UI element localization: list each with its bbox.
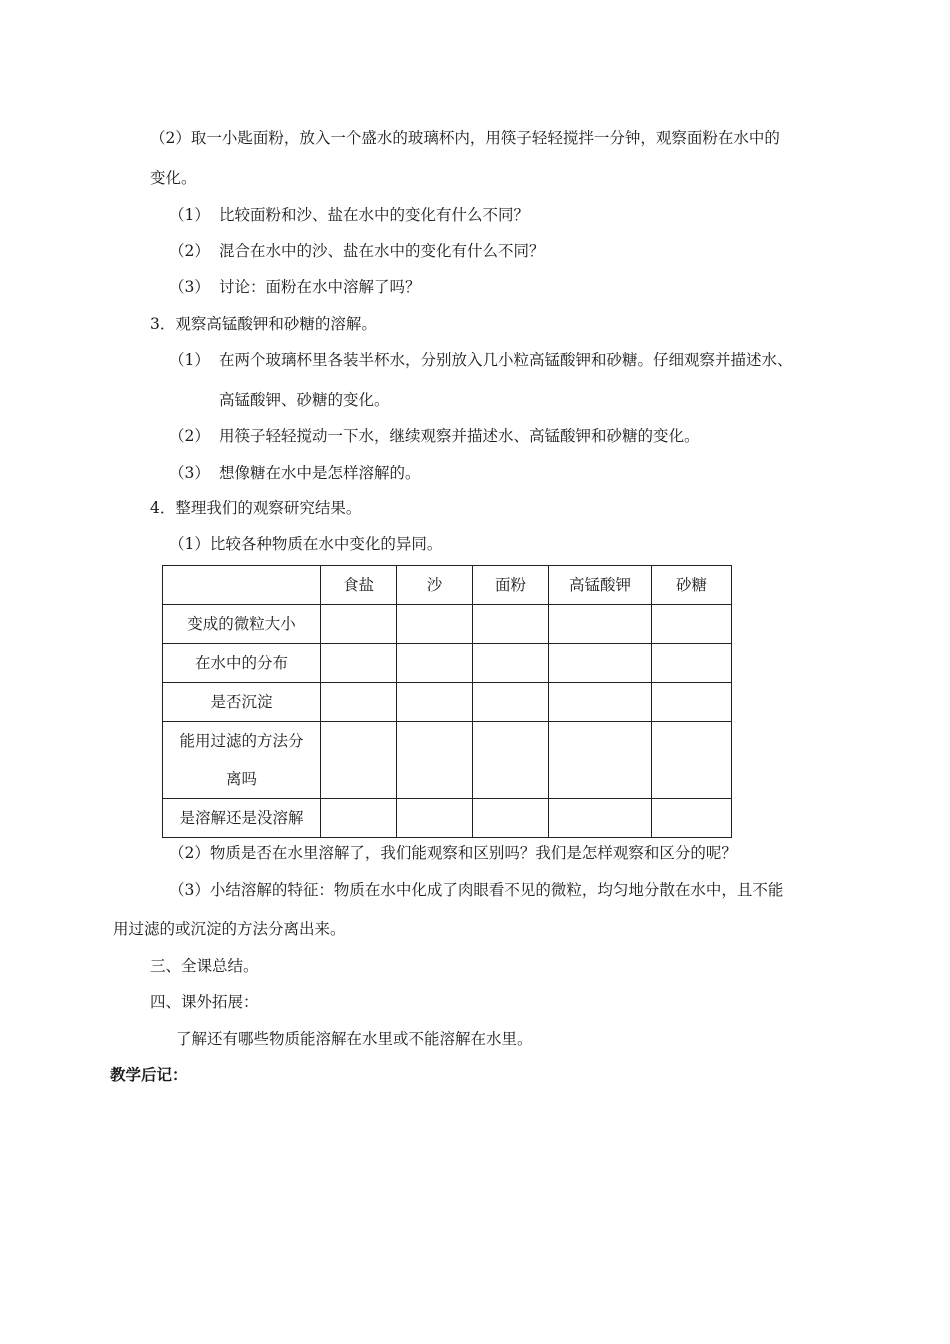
paragraph-line: 了解还有哪些物质能溶解在水里或不能溶解在水里。: [176, 1030, 533, 1048]
table-cell: [652, 605, 732, 644]
table-header-cell: 砂糖: [652, 566, 732, 605]
table-header-row: [163, 566, 732, 605]
section-heading: 三、全课总结。: [150, 957, 259, 975]
table-cell: [473, 644, 549, 683]
table-cell: [321, 722, 397, 799]
list-item: 讨论：面粉在水中溶解了吗？: [219, 278, 421, 296]
row-label: 是否沉淀: [163, 683, 321, 722]
table-header-cell: 高锰酸钾: [549, 566, 652, 605]
table-cell: [652, 683, 732, 722]
table-cell: [549, 722, 652, 799]
table-row: [163, 605, 732, 644]
row-label: 变成的微粒大小: [163, 605, 321, 644]
list-item-continued: 高锰酸钾、砂糖的变化。: [219, 391, 390, 409]
list-item: （2）物质是否在水里溶解了，我们能观察和区别吗？我们是怎样观察和区分的呢？: [169, 844, 737, 862]
list-item: 比较面粉和沙、盐在水中的变化有什么不同？: [219, 206, 530, 224]
table-cell: [652, 799, 732, 838]
list-number: （2）: [169, 427, 210, 445]
list-number: （1）: [169, 206, 210, 224]
table-row: [163, 644, 732, 683]
list-item: （1）比较各种物质在水中变化的异同。: [169, 535, 443, 553]
table-cell: [321, 605, 397, 644]
table-header-cell: 面粉: [473, 566, 549, 605]
table-cell: [397, 722, 473, 799]
section-heading: 3．观察高锰酸钾和砂糖的溶解。: [150, 315, 377, 333]
table-cell: [652, 644, 732, 683]
table-cell: [652, 722, 732, 799]
row-label: 是溶解还是没溶解: [163, 799, 321, 838]
table-header-cell: 沙: [397, 566, 473, 605]
table-cell: [473, 722, 549, 799]
table-row: [163, 683, 732, 722]
table-cell: [473, 799, 549, 838]
paragraph-line: （2）取一小匙面粉，放入一个盛水的玻璃杯内，用筷子轻轻搅拌一分钟，观察面粉在水中的: [150, 129, 780, 147]
row-label-line: 离吗: [225, 770, 257, 788]
table-cell: [549, 799, 652, 838]
list-number: （1）: [169, 351, 210, 369]
section-heading: 4．整理我们的观察研究结果。: [150, 499, 362, 517]
table-row: [163, 799, 732, 838]
list-number: （3）: [169, 278, 210, 296]
row-label-line: 能用过滤的方法分: [179, 732, 304, 750]
list-item: 用筷子轻轻搅动一下水，继续观察并描述水、高锰酸钾和砂糖的变化。: [219, 427, 700, 445]
table-cell: [397, 605, 473, 644]
table-cell: [397, 799, 473, 838]
table-header-cell: 食盐: [321, 566, 397, 605]
table-cell: [473, 683, 549, 722]
list-item-continued: 用过滤的或沉淀的方法分离出来。: [113, 920, 346, 938]
table-cell: [549, 605, 652, 644]
list-item: （3）小结溶解的特征：物质在水中化成了肉眼看不见的微粒，均匀地分散在水中，且不能: [169, 881, 784, 899]
list-number: （3）: [169, 464, 210, 482]
row-label: [163, 722, 321, 799]
table-cell: [397, 644, 473, 683]
table-cell: [321, 799, 397, 838]
table-cell: [549, 683, 652, 722]
row-label: 在水中的分布: [163, 644, 321, 683]
table-cell: [549, 644, 652, 683]
list-item: 想像糖在水中是怎样溶解的。: [219, 464, 421, 482]
list-number: （2）: [169, 242, 210, 260]
teaching-notes-heading: 教学后记：: [110, 1066, 188, 1084]
comparison-table: [162, 565, 732, 838]
table-header-cell: [163, 566, 321, 605]
paragraph-line: 变化。: [150, 169, 197, 187]
table-cell: [397, 683, 473, 722]
table-cell: [321, 644, 397, 683]
table-row: [163, 722, 732, 799]
list-item: 混合在水中的沙、盐在水中的变化有什么不同？: [219, 242, 545, 260]
table-cell: [321, 683, 397, 722]
list-item: 在两个玻璃杯里各装半杯水，分别放入几小粒高锰酸钾和砂糖。仔细观察并描述水、: [219, 351, 793, 369]
table-cell: [473, 605, 549, 644]
section-heading: 四、课外拓展：: [150, 993, 259, 1011]
